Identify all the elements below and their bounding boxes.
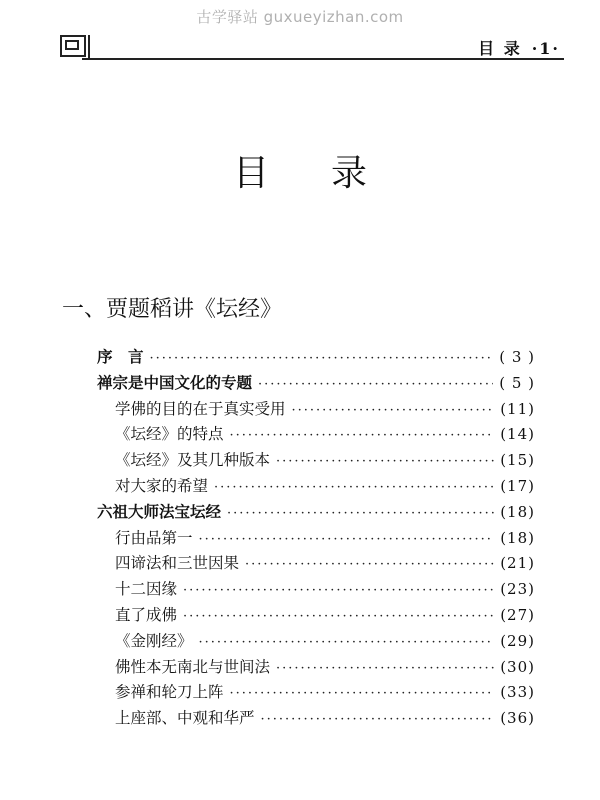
toc-entry-title: 禅宗是中国文化的专题 [97, 372, 253, 392]
toc-entry-page: (14) [500, 425, 535, 444]
toc-entry [97, 655, 535, 681]
toc-entry-title: 四谛法和三世因果 [115, 554, 240, 573]
toc-leader-dots [276, 454, 494, 469]
toc-entry-page: (30) [500, 657, 535, 676]
toc-entry [97, 422, 535, 448]
toc-entry [97, 448, 535, 474]
toc-entry [97, 629, 535, 655]
toc-entry-title: 上座部、中观和华严 [115, 709, 255, 728]
toc-leader-dots [258, 377, 493, 392]
running-head-page: ·1· [531, 39, 560, 58]
watermark-text: 古学驿站 guxueyizhan.com [196, 8, 404, 26]
toc-entry-title: 《坛经》的特点 [115, 425, 224, 444]
toc-leader-dots [150, 351, 494, 366]
toc-entry-title: 参禅和轮刀上阵 [115, 683, 224, 702]
table-of-contents [97, 345, 535, 732]
running-head-title: 目 录 [478, 39, 522, 58]
toc-entry-page: ( 3 ) [499, 348, 535, 366]
toc-leader-dots [245, 557, 494, 572]
toc-entry-page: (29) [500, 631, 535, 650]
running-head [468, 36, 560, 59]
toc-entry [97, 526, 535, 552]
toc-leader-dots [292, 403, 495, 418]
header-ornament-tick [88, 35, 90, 59]
toc-leader-dots [230, 428, 495, 443]
toc-entry [97, 345, 535, 371]
toc-entry [97, 551, 535, 577]
toc-leader-dots [183, 583, 494, 598]
toc-entry-title: 对大家的希望 [115, 476, 209, 495]
toc-entry-page: (36) [500, 709, 535, 728]
toc-leader-dots [261, 712, 495, 727]
toc-entry-page: (18) [500, 502, 535, 521]
toc-entry-title: 《金刚经》 [115, 631, 193, 650]
toc-entry [97, 500, 535, 526]
toc-entry [97, 680, 535, 706]
toc-leader-dots [227, 506, 494, 521]
toc-entry-page: ( 5 ) [499, 373, 535, 392]
toc-entry-page: (33) [500, 683, 535, 702]
toc-entry-title: 六祖大师法宝坛经 [97, 501, 222, 521]
toc-entry-title: 序 言 [97, 347, 144, 366]
section-heading: 一、贾题稻讲《坛经》 [62, 297, 283, 322]
toc-entry-title: 行由品第一 [115, 528, 193, 547]
toc-entry-page: (23) [500, 580, 535, 599]
page-title: 目录 [232, 153, 429, 194]
toc-entry [97, 577, 535, 603]
toc-leader-dots [183, 609, 494, 624]
toc-entry-page: (11) [500, 399, 535, 418]
toc-entry-page: (21) [500, 554, 535, 573]
toc-leader-dots [214, 480, 494, 495]
toc-entry-title: 学佛的目的在于真实受用 [115, 399, 286, 418]
toc-entry-title: 佛性本无南北与世间法 [115, 657, 271, 676]
toc-entry [97, 371, 535, 397]
toc-leader-dots [230, 686, 495, 701]
toc-leader-dots [199, 532, 495, 547]
toc-entry [97, 474, 535, 500]
toc-leader-dots [276, 661, 494, 676]
toc-entry-page: (27) [500, 605, 535, 624]
toc-entry-title: 《坛经》及其几种版本 [115, 451, 271, 470]
toc-entry-page: (18) [500, 528, 535, 547]
toc-entry-title: 直了成佛 [115, 605, 178, 624]
toc-entry-title: 十二因缘 [115, 580, 178, 599]
toc-leader-dots [199, 635, 495, 650]
toc-entry [97, 397, 535, 423]
toc-entry [97, 603, 535, 629]
toc-entry-page: (17) [500, 476, 535, 495]
toc-entry [97, 706, 535, 732]
header-ornament-box [60, 35, 86, 57]
header-ornament-inner [65, 40, 79, 50]
toc-entry-page: (15) [500, 451, 535, 470]
